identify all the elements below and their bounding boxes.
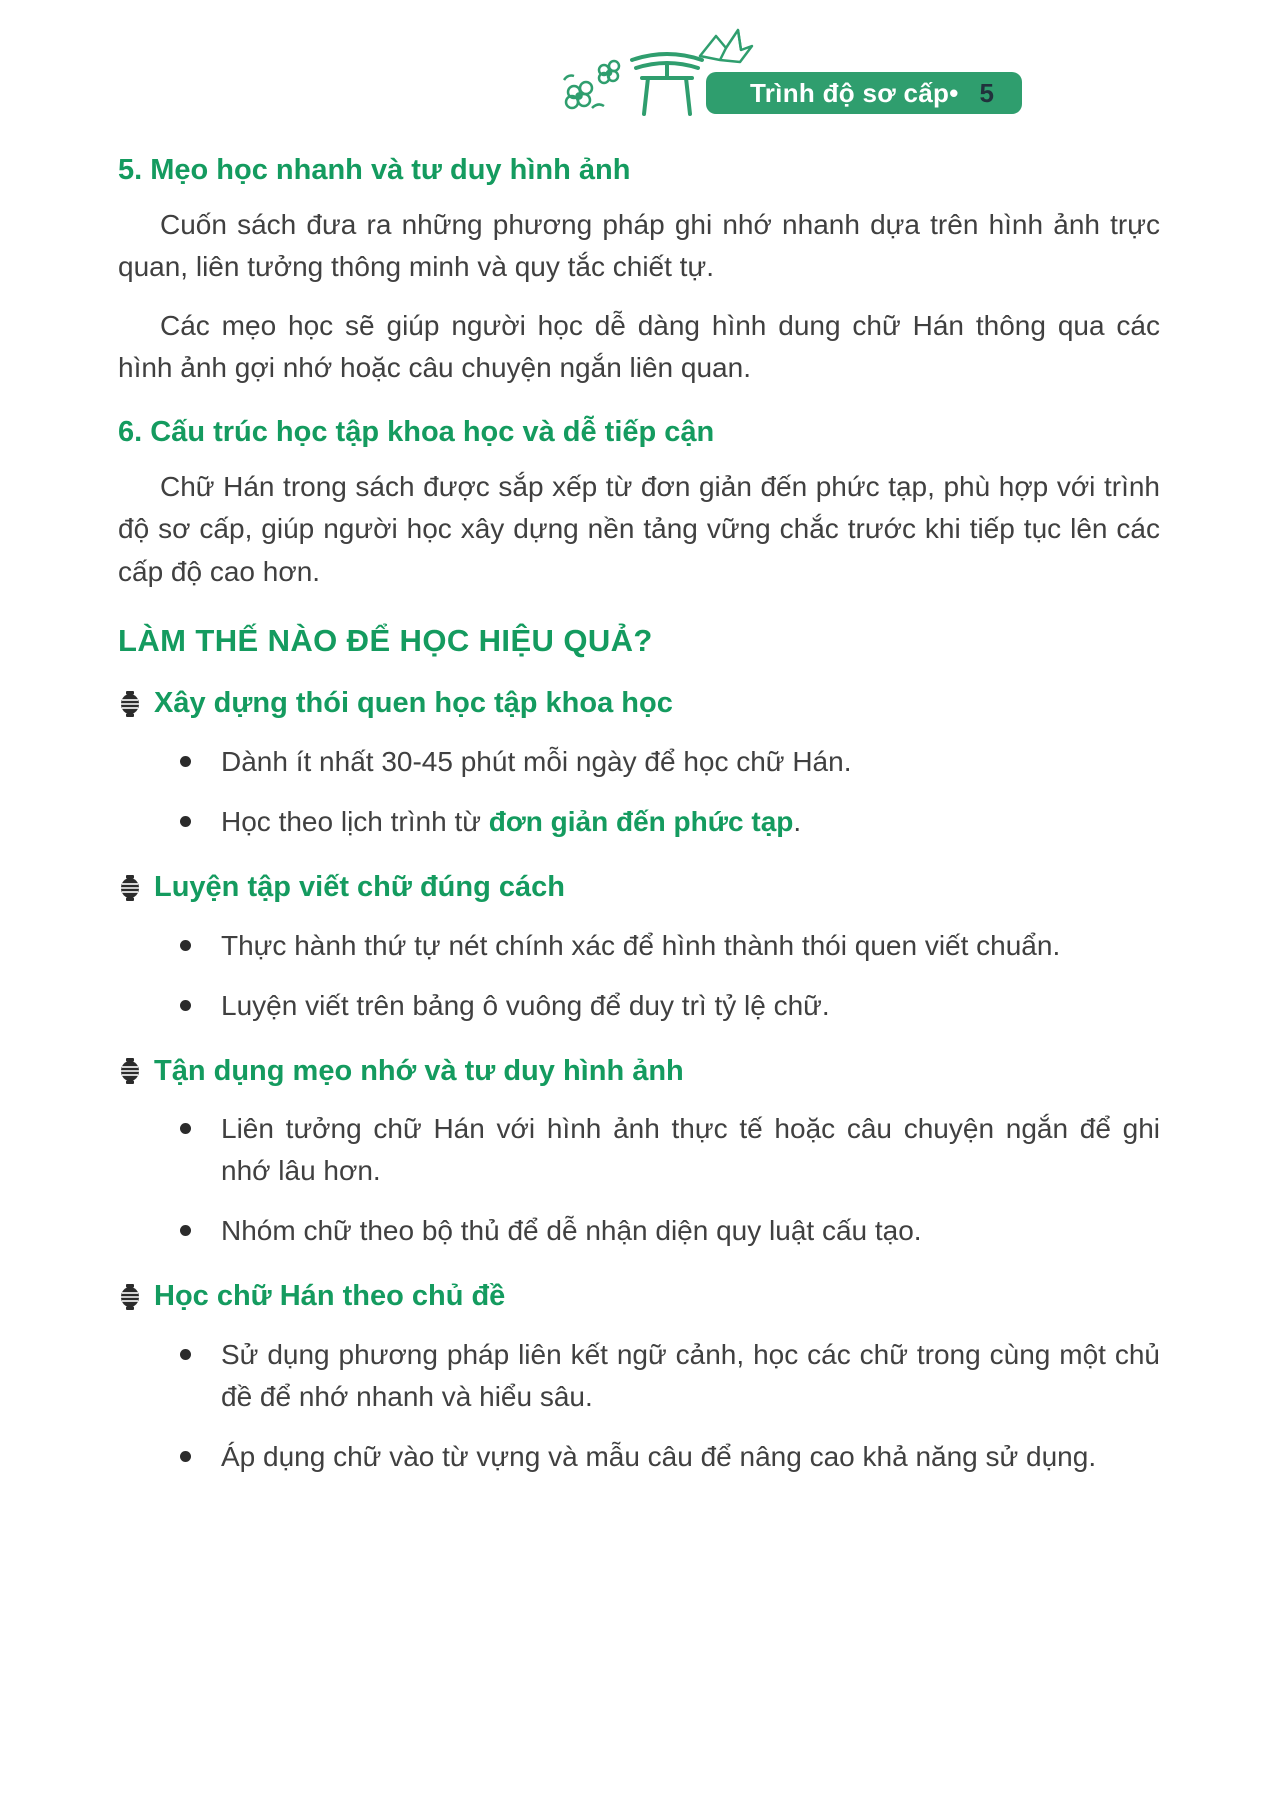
main-heading: LÀM THẾ NÀO ĐỂ HỌC HIỆU QUẢ?: [118, 623, 653, 659]
bullet-list: [118, 925, 1160, 1027]
bullet-text: Áp dụng chữ vào từ vựng và mẫu câu để nâng cao khả năng sử dụng.: [221, 1440, 1097, 1472]
bullet-item: [118, 1108, 1160, 1192]
bullet-text: Sử dụng phương pháp liên kết ngữ cảnh, học các chữ trong cùng một chủ đề để nhớ nhanh và hiểu sâu.: [221, 1338, 1160, 1412]
bullet-text: Luyện viết trên bảng ô vuông để duy trì tỷ lệ chữ.: [221, 989, 830, 1021]
bullet-item: [118, 1334, 1160, 1418]
group-heading-label: Luyện tập viết chữ đúng cách: [154, 870, 565, 903]
bullet-item: [118, 1210, 1160, 1252]
level-banner-label: Trình độ sơ cấp•: [750, 77, 959, 108]
group-heading: [120, 1278, 1160, 1316]
bullet-item: [118, 1436, 1160, 1478]
bullet-marker: [180, 816, 191, 827]
bullet-list: [118, 741, 1160, 843]
section5-title: 5. Mẹo học nhanh và tư duy hình ảnh: [118, 154, 631, 186]
bullet-list: [118, 1334, 1160, 1478]
bullet-text: [221, 801, 1160, 843]
lantern-icon: [120, 1058, 140, 1084]
lantern-icon: [120, 1284, 140, 1310]
lantern-icon: [120, 875, 140, 901]
bullet-text: Liên tưởng chữ Hán với hình ảnh thực tế hoặc câu chuyện ngắn để ghi nhớ lâu hơn.: [221, 1113, 1160, 1187]
group-heading: [120, 685, 1160, 723]
bullet-text-post: .: [793, 805, 802, 837]
bullet-text: Dành ít nhất 30-45 phút mỗi ngày để học chữ Hán.: [221, 745, 852, 777]
bullet-marker: [180, 1123, 191, 1134]
bullet-text: Thực hành thứ tự nét chính xác để hình thành thói quen viết chuẩn.: [221, 929, 1061, 961]
bullet-marker: [180, 1451, 191, 1462]
page-header: [0, 0, 1275, 140]
paragraph: Chữ Hán trong sách được sắp xếp từ đơn giản đến phức tạp, phù hợp với trình độ sơ cấp, giúp người học xây dựng nền tảng vững chắc trước khi tiếp tục lên các cấp độ cao hơn.: [118, 470, 1160, 587]
bullet-marker: [180, 1225, 191, 1236]
bullet-text-pre: Học theo lịch trình từ: [221, 805, 489, 837]
page-number: 5: [979, 77, 994, 108]
paragraph: Các mẹo học sẽ giúp người học dễ dàng hình dung chữ Hán thông qua các hình ảnh gợi nhớ hoặc câu chuyện ngắn liên quan.: [118, 309, 1160, 384]
lantern-icon: [120, 691, 140, 717]
level-banner: [706, 72, 1022, 114]
bullet-marker: [180, 756, 191, 767]
study-group: [118, 685, 1160, 843]
group-heading-label: Tận dụng mẹo nhớ và tư duy hình ảnh: [154, 1054, 684, 1087]
study-group: [118, 869, 1160, 1027]
group-heading-label: Xây dựng thói quen học tập khoa học: [154, 687, 673, 720]
page-content: [118, 152, 1160, 1496]
section6-title: 6. Cấu trúc học tập khoa học và dễ tiếp cận: [118, 415, 715, 448]
bullet-marker: [180, 940, 191, 951]
bullet-item: [118, 985, 1160, 1027]
bullet-marker: [180, 1349, 191, 1360]
group-heading: [120, 1053, 1160, 1091]
bullet-item: [118, 925, 1160, 967]
clover-flowers-icon: [552, 48, 624, 118]
paragraph: Cuốn sách đưa ra những phương pháp ghi nhớ nhanh dựa trên hình ảnh trực quan, liên tưởng thông minh và quy tắc chiết tự.: [118, 208, 1160, 283]
group-heading: [120, 869, 1160, 907]
bullet-marker: [180, 1000, 191, 1011]
bullet-list: [118, 1108, 1160, 1252]
bullet-item: [118, 801, 1160, 843]
group-heading-label: Học chữ Hán theo chủ đề: [154, 1280, 506, 1313]
bullet-text: Nhóm chữ theo bộ thủ để dễ nhận diện quy luật cấu tạo.: [221, 1215, 922, 1247]
study-group: [118, 1053, 1160, 1253]
study-group: [118, 1278, 1160, 1478]
bullet-item: [118, 741, 1160, 783]
bullet-text-emphasis: đơn giản đến phức tạp: [488, 805, 794, 837]
origami-crane-icon: [694, 26, 756, 78]
